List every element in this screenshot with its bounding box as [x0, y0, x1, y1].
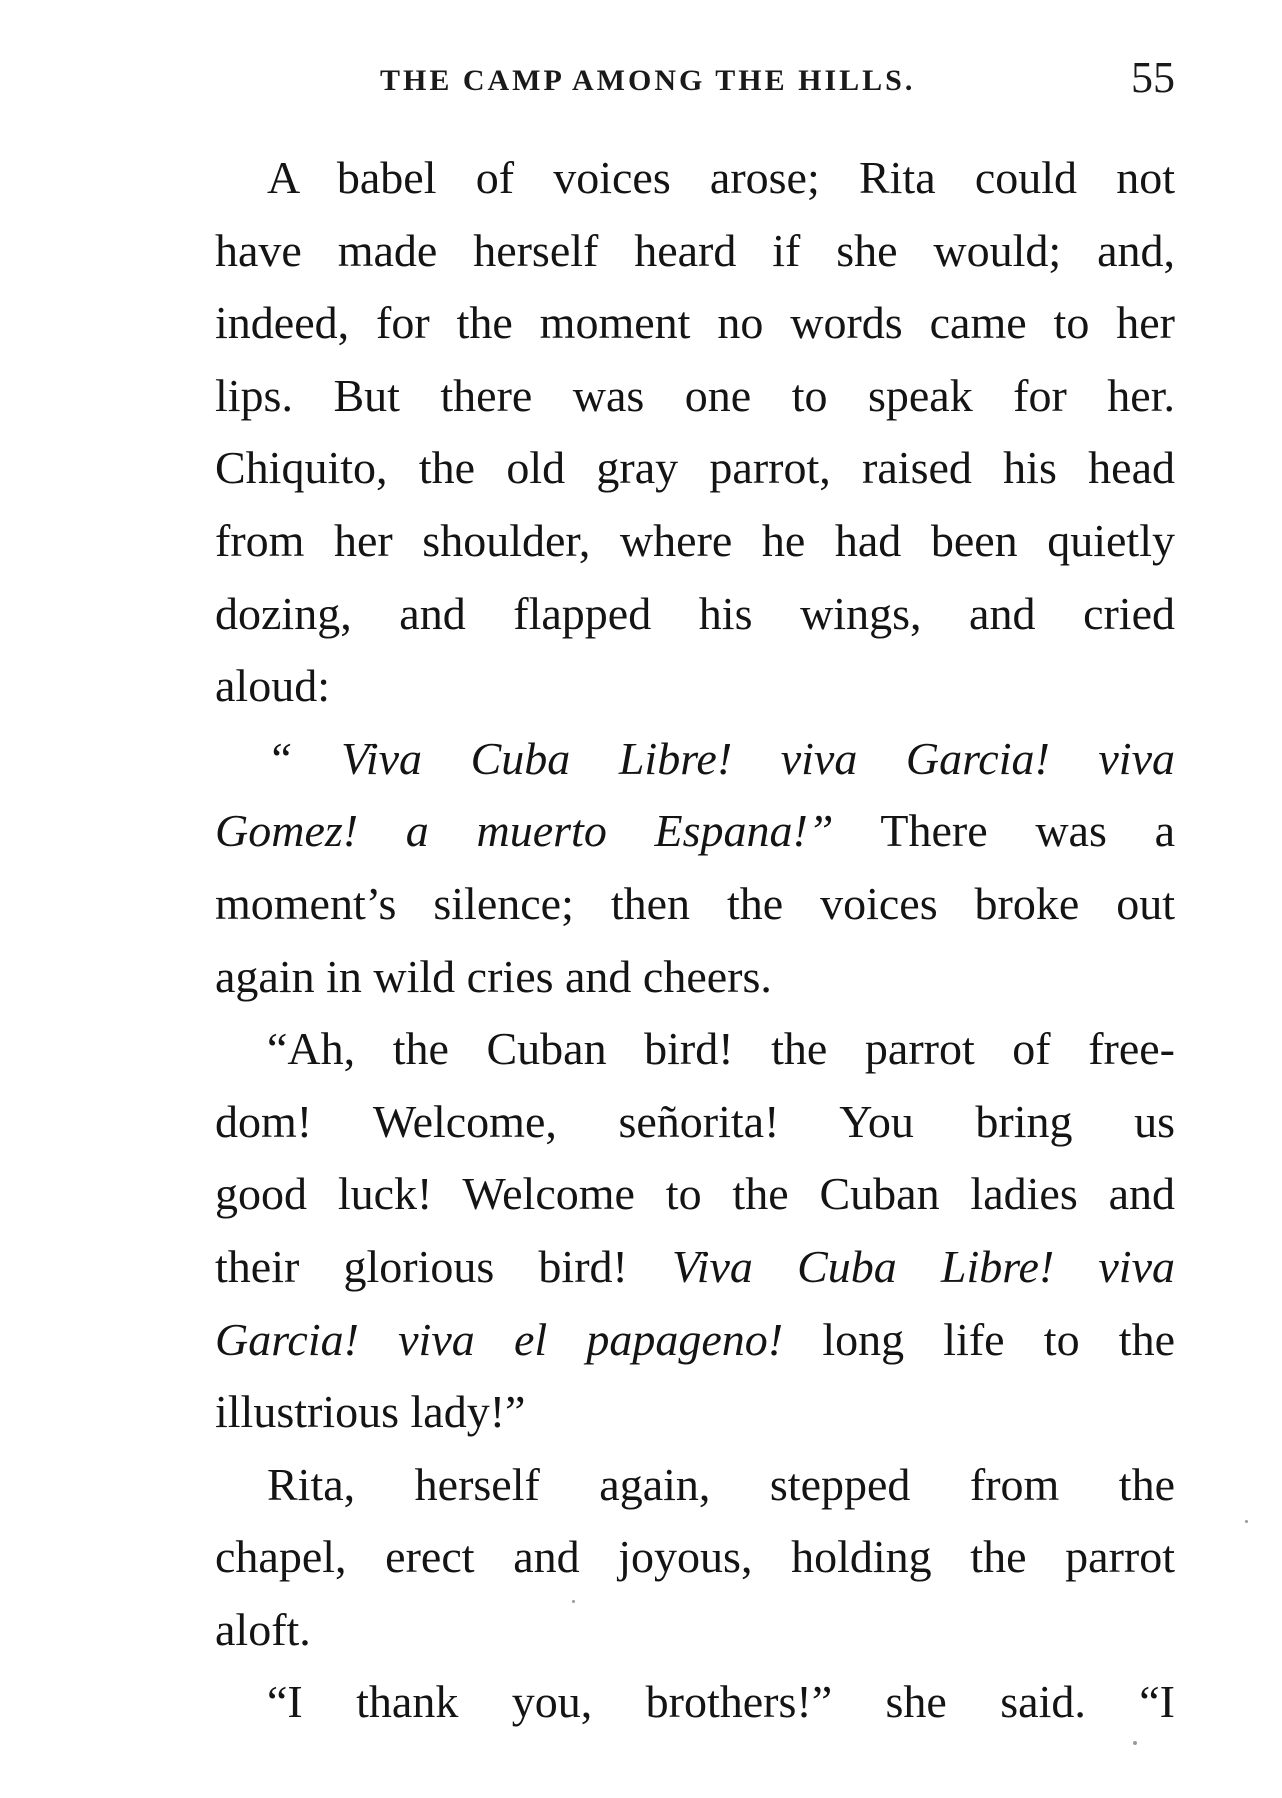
text-line: from her shoulder, where he had been quietly: [215, 514, 1175, 566]
text-line: dozing, and flapped his wings, and cried: [215, 587, 1175, 639]
text-line: again in wild cries and cheers.: [215, 950, 772, 1002]
page-number: 55: [1131, 53, 1175, 102]
italic-text: Gomez! a muerto Espana!”: [215, 805, 834, 857]
text-line: chapel, erect and joyous, holding the parrot: [215, 1531, 1175, 1583]
paper-speck: [1245, 1520, 1248, 1523]
paper-speck: [1133, 1741, 1137, 1745]
text-line: lips. But there was one to speak for her.: [215, 369, 1175, 421]
text-line: [215, 1231, 1175, 1304]
text-line: [215, 723, 1175, 796]
text-line: aloft.: [215, 1603, 311, 1655]
paragraph-5: [215, 1666, 1175, 1739]
running-head: [215, 52, 1175, 112]
paper-speck: [572, 1600, 575, 1603]
text-line: “Ah, the Cuban bird! the parrot of free-: [267, 1023, 1175, 1075]
paragraph-4: [215, 1449, 1175, 1667]
text-line: [215, 1304, 1175, 1377]
text-line: aloud:: [215, 660, 330, 712]
text-line: dom! Welcome, señorita! You bring us: [215, 1095, 1175, 1147]
paragraph-3: [215, 1013, 1175, 1449]
text-line: indeed, for the moment no words came to her: [215, 297, 1175, 349]
text-line: illustrious lady!”: [215, 1386, 526, 1438]
roman-text: long life to the: [783, 1313, 1175, 1365]
text-line: moment’s silence; then the voices broke out: [215, 877, 1175, 929]
text-line: good luck! Welcome to the Cuban ladies and: [215, 1168, 1175, 1220]
text-line: Rita, herself again, stepped from the: [267, 1458, 1175, 1510]
text-line: “I thank you, brothers!” she said. “I: [267, 1676, 1175, 1728]
running-title: THE CAMP AMONG THE HILLS.: [380, 64, 916, 97]
paragraph-1: [215, 142, 1175, 723]
text-line: Chiquito, the old gray parrot, raised his head: [215, 442, 1175, 494]
italic-text: Garcia! viva el papageno!: [215, 1313, 784, 1365]
italic-text: “ Viva Cuba Libre! viva Garcia! viva: [267, 732, 1175, 784]
text-line: [215, 795, 1175, 868]
roman-text: There was a: [833, 805, 1176, 857]
italic-text: Viva Cuba Libre! viva: [672, 1240, 1175, 1292]
text-line: A babel of voices arose; Rita could not: [267, 152, 1175, 203]
paragraph-2: [215, 723, 1175, 1013]
body-text: [215, 142, 1175, 1739]
roman-text: their glorious bird!: [215, 1240, 673, 1292]
text-line: have made herself heard if she would; and,: [215, 224, 1175, 276]
